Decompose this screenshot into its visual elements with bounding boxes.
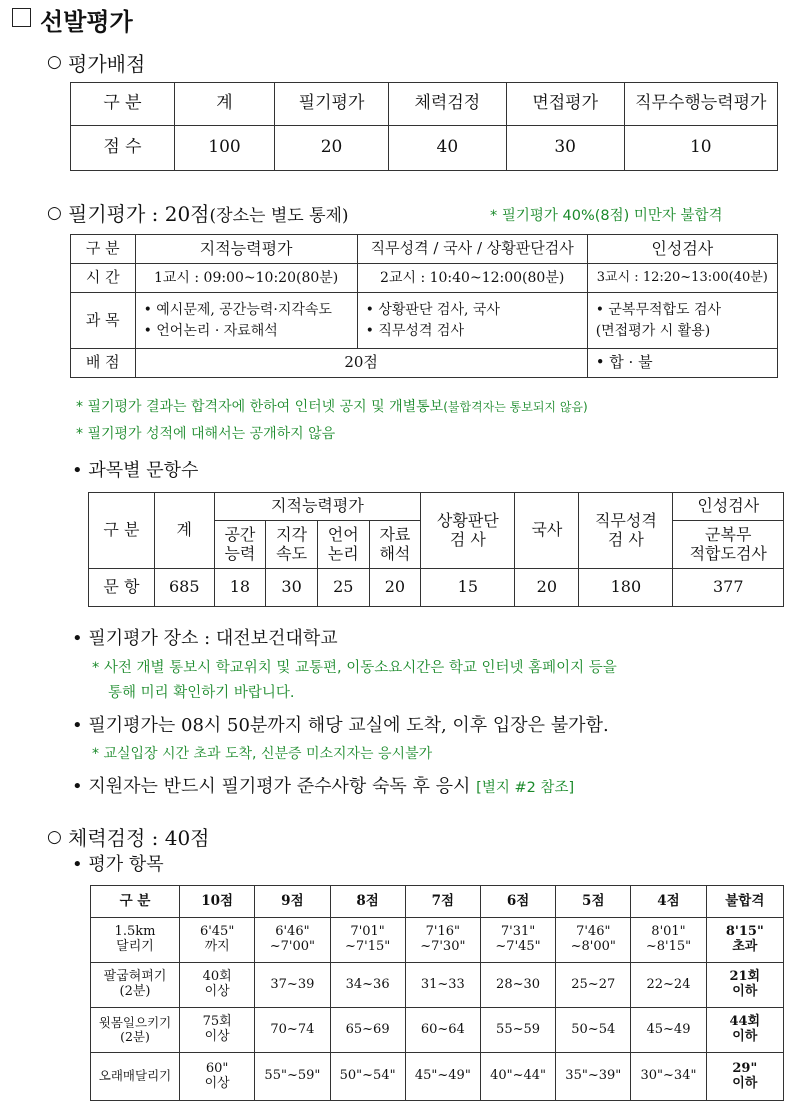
score-cell: 20점 <box>135 349 587 378</box>
value-cell: 6'46" ~7'00" <box>255 918 330 963</box>
written-heading-sub: (장소는 별도 통제) <box>209 206 349 226</box>
header-cell: 계 <box>154 493 214 569</box>
section-heading-score: 평가배점 <box>68 52 146 76</box>
rules-line <box>72 772 574 798</box>
value-cell: 15 <box>421 569 515 607</box>
header-cell: 국사 <box>515 493 579 569</box>
sub-header-cell: 자료 해석 <box>369 521 421 569</box>
value-cell: 377 <box>673 569 784 607</box>
value-cell: 31~33 <box>405 963 480 1008</box>
value-cell: 18 <box>214 569 266 607</box>
time-cell: 2교시 : 10:40~12:00(80분) <box>357 264 587 293</box>
value-cell: 35"~39" <box>556 1053 631 1101</box>
value-cell: 70~74 <box>255 1008 330 1053</box>
fail-cell: 21회 이하 <box>706 963 783 1008</box>
header-cell: 체력검정 <box>388 83 506 126</box>
value-cell: 22~24 <box>631 963 706 1008</box>
value-cell: 60" 이상 <box>179 1053 254 1101</box>
exam-place-note-2: 통해 미리 확인하기 바랍니다. <box>108 685 295 701</box>
section-heading-written <box>68 198 349 227</box>
value-cell: 20 <box>369 569 421 607</box>
header-cell: 필기평가 <box>275 83 389 126</box>
value-cell: 30 <box>506 126 624 171</box>
value-cell: 40"~44" <box>480 1053 555 1101</box>
header-cell: 인성검사 <box>673 493 784 521</box>
written-note-text: * 필기평가 결과는 합격자에 한하여 인터넷 공지 및 개별통보 <box>76 399 444 415</box>
time-label: 시 간 <box>71 264 136 293</box>
row-label: 윗몸일으키기 (2분) <box>91 1008 180 1053</box>
row-label: 오래매달리기 <box>91 1053 180 1101</box>
written-note-2: * 필기평가 성적에 대해서는 공개하지 않음 <box>76 426 336 442</box>
value-cell: 7'31" ~7'45" <box>480 918 555 963</box>
value-cell: 6'45" 까지 <box>179 918 254 963</box>
page-title: 선발평가 <box>40 8 133 36</box>
value-cell: 20 <box>275 126 389 171</box>
written-table <box>70 234 778 378</box>
value-cell: 40회 이상 <box>179 963 254 1008</box>
header-cell: 계 <box>174 83 274 126</box>
value-cell: 65~69 <box>330 1008 405 1053</box>
circle-bullet-icon: ○ <box>47 203 62 223</box>
value-cell: 55"~59" <box>255 1053 330 1101</box>
written-note-1 <box>76 396 588 416</box>
fail-cell: 44회 이하 <box>706 1008 783 1053</box>
header-cell: 인성검사 <box>587 235 777 264</box>
row-label: 문 항 <box>89 569 155 607</box>
header-cell: 면접평가 <box>506 83 624 126</box>
header-cell: 8점 <box>330 886 405 918</box>
value-cell: 40 <box>388 126 506 171</box>
value-cell: 50"~54" <box>330 1053 405 1101</box>
row-label: 1.5km 달리기 <box>91 918 180 963</box>
header-cell: 5점 <box>556 886 631 918</box>
subject-count-heading: • 과목별 문항수 <box>72 460 199 481</box>
value-cell: 685 <box>154 569 214 607</box>
value-cell: 37~39 <box>255 963 330 1008</box>
value-cell: 8'01" ~8'15" <box>631 918 706 963</box>
subject-item: • 예시문제, 공간능력·지각속도 <box>143 302 332 319</box>
header-cell: 구 분 <box>71 83 175 126</box>
value-cell: 55~59 <box>480 1008 555 1053</box>
score-table <box>70 82 778 171</box>
header-cell: 직무성격 / 국사 / 상황판단검사 <box>357 235 587 264</box>
rules-ref: [별지 #2 참조] <box>476 780 575 796</box>
subject-count-table <box>88 492 784 607</box>
time-cell: 3교시 : 12:20~13:00(40분) <box>587 264 777 293</box>
subject-item: (면접평가 시 활용) <box>595 322 711 339</box>
fail-note: * 필기평가 40%(8점) 미만자 불합격 <box>490 208 723 224</box>
value-cell: 20 <box>515 569 579 607</box>
exam-place-note-1: * 사전 개별 통보시 학교위치 및 교통편, 이동소요시간은 학교 인터넷 홈페이지 등을 <box>92 660 617 676</box>
score-personality-cell: • 합 · 불 <box>587 349 777 378</box>
header-cell: 불합격 <box>706 886 783 918</box>
value-cell: 45~49 <box>631 1008 706 1053</box>
header-cell: 구 분 <box>71 235 136 264</box>
header-cell: 7점 <box>405 886 480 918</box>
fitness-table <box>90 885 784 1101</box>
written-heading-main: 필기평가 : 20점 <box>68 202 210 226</box>
subject-item: • 군복무적합도 검사 <box>595 302 722 319</box>
header-cell: 직무수행능력평가 <box>624 83 777 126</box>
header-cell: 구 분 <box>91 886 180 918</box>
value-cell: 7'16" ~7'30" <box>405 918 480 963</box>
sub-header-cell: 군복무 적합도검사 <box>673 521 784 569</box>
sub-header-cell: 지각 속도 <box>266 521 318 569</box>
value-cell: 7'46" ~8'00" <box>556 918 631 963</box>
value-cell: 25 <box>317 569 369 607</box>
sub-header-cell: 언어 논리 <box>317 521 369 569</box>
subject-cell <box>135 293 357 349</box>
value-cell: 100 <box>174 126 274 171</box>
sub-header-cell: 공간 능력 <box>214 521 266 569</box>
header-cell: 10점 <box>179 886 254 918</box>
value-cell: 7'01" ~7'15" <box>330 918 405 963</box>
section-heading-fitness: 체력검정 : 40점 <box>68 826 210 850</box>
header-cell: 지적능력평가 <box>135 235 357 264</box>
rules-text: • 지원자는 반드시 필기평가 준수사항 숙독 후 응시 <box>72 776 471 797</box>
subject-item: • 상황판단 검사, 국사 <box>365 302 500 319</box>
header-cell: 상황판단 검 사 <box>421 493 515 569</box>
exam-place-line: • 필기평가 장소 : 대전보건대학교 <box>72 628 338 649</box>
written-note-small: (불합격자는 통보되지 않음) <box>443 400 588 414</box>
arrival-line: • 필기평가는 08시 50분까지 해당 교실에 도착, 이후 입장은 불가함. <box>72 715 609 736</box>
fail-cell: 29" 이하 <box>706 1053 783 1101</box>
circle-bullet-icon: ○ <box>47 827 62 847</box>
score-label: 배 점 <box>71 349 136 378</box>
subject-cell <box>357 293 587 349</box>
value-cell: 60~64 <box>405 1008 480 1053</box>
value-cell: 30 <box>266 569 318 607</box>
row-label: 팔굽혀펴기 (2분) <box>91 963 180 1008</box>
subject-cell <box>587 293 777 349</box>
header-cell: 구 분 <box>89 493 155 569</box>
header-cell: 9점 <box>255 886 330 918</box>
value-cell: 10 <box>624 126 777 171</box>
value-cell: 50~54 <box>556 1008 631 1053</box>
header-cell: 4점 <box>631 886 706 918</box>
circle-bullet-icon: ○ <box>47 52 62 72</box>
subject-label: 과 목 <box>71 293 136 349</box>
value-cell: 180 <box>579 569 673 607</box>
title-checkbox-icon <box>12 8 31 27</box>
time-cell: 1교시 : 09:00~10:20(80분) <box>135 264 357 293</box>
value-cell: 25~27 <box>556 963 631 1008</box>
value-cell: 34~36 <box>330 963 405 1008</box>
value-cell: 75회 이상 <box>179 1008 254 1053</box>
value-cell: 30"~34" <box>631 1053 706 1101</box>
subject-item: • 언어논리 · 자료해석 <box>143 322 278 339</box>
subject-item: • 직무성격 검사 <box>365 322 464 339</box>
fail-cell: 8'15" 초과 <box>706 918 783 963</box>
value-cell: 28~30 <box>480 963 555 1008</box>
header-cell: 직무성격 검 사 <box>579 493 673 569</box>
header-cell: 지적능력평가 <box>214 493 421 521</box>
header-cell: 6점 <box>480 886 555 918</box>
row-label: 점 수 <box>71 126 175 171</box>
arrival-note: * 교실입장 시간 초과 도착, 신분증 미소지자는 응시불가 <box>92 746 433 762</box>
fitness-subheading: • 평가 항목 <box>72 854 164 875</box>
value-cell: 45"~49" <box>405 1053 480 1101</box>
